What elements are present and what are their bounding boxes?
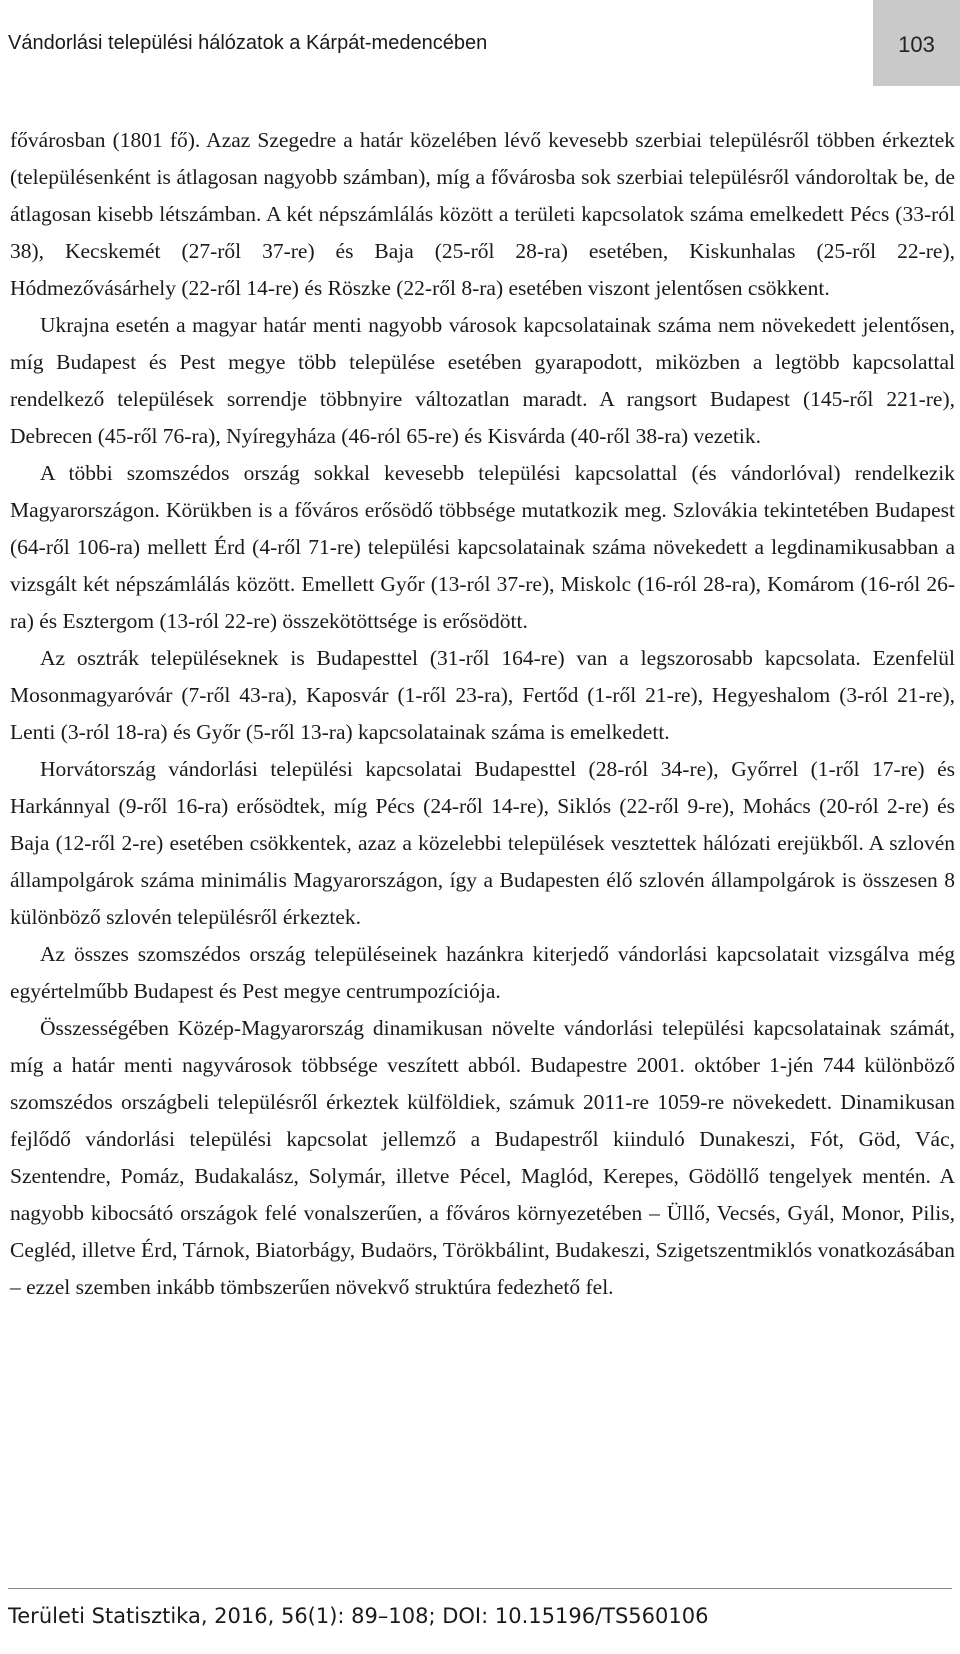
paragraph: Összességében Közép-Magyarország dinamikusan növelte vándorlási települési kapcsolatainak számát, míg a határ menti nagyvárosok többsége veszített abból. Budapestre 2001. október 1-jén 744 különböző szomszédos országbeli településről érkeztek külföldiek, számuk 2011-re 1059-re növekedett. Dinamikusan fejlődő vándorlási települési kapcsolat jellemző a Budapestről kiinduló Dunakeszi, Fót, Göd, Vác, Szentendre, Pomáz, Budakalász, Solymár, illetve Pécel, Maglód, Kerepes, Gödöllő tengelyek mentén. A nagyobb kibocsátó országok felé vonalszerűen, a főváros környezetében – Üllő, Vecsés, Gyál, Monor, Pilis, Cegléd, illetve Érd, Tárnok, Biatorbágy, Budaörs, Törökbálint, Budakeszi, Szigetszentmiklós vonatkozásában – ezzel szemben inkább tömbszerűen növekvő struktúra fedezhető fel. <box>10 1016 955 1299</box>
paragraph: Ukrajna esetén a magyar határ menti nagyobb városok kapcsolatainak száma nem növekedett jelentősen, míg Budapest és Pest megye több települése esetében gyarapodott, miközben a legtöbb kapcsolattal rendelkező települések sorrendje többnyire változatlan maradt. A rangsort Budapest (145-ről 221-re), Debrecen (45-ről 76-ra), Nyíregyháza (46-ról 65-re) és Kisvárda (40-ről 38-ra) vezetik. <box>10 313 955 448</box>
paragraph: Az összes szomszédos ország településeinek hazánkra kiterjedő vándorlási kapcsolatait vizsgálva még egyértelműbb Budapest és Pest megye centrumpozíciója. <box>10 942 955 1003</box>
paragraph: A többi szomszédos ország sokkal kevesebb települési kapcsolattal (és vándorlóval) rendelkezik Magyarországon. Körükben is a főváros erősödő többsége mutatkozik meg. Szlovákia tekintetében Budapest (64-ről 106-ra) mellett Érd (4-ről 71-re) települési kapcsolatainak száma növekedett a legdinamikusabban a vizsgált két népszámlálás között. Emellett Győr (13-ról 37-re), Miskolc (16-ról 28-ra), Komárom (16-ról 26-ra) és Esztergom (13-ról 22-re) összekötöttsége is erősödött. <box>10 461 955 633</box>
paragraph: fővárosban (1801 fő). Azaz Szegedre a határ közelében lévő kevesebb szerbiai településről többen érkeztek (településenként is átlagosan nagyobb számban), míg a fővárosba sok szerbiai településről vándoroltak be, de átlagosan kisebb létszámban. A két népszámlálás között a területi kapcsolatok száma emelkedett Pécs (33-ról 38), Kecskemét (27-ről 37-re) és Baja (25-ről 28-ra) esetében, Kiskunhalas (25-ről 22-re), Hódmezővásárhely (22-ről 14-re) és Röszke (22-ről 8-ra) esetében viszont jelentősen csökkent. <box>10 128 955 300</box>
paragraph: Az osztrák településeknek is Budapesttel (31-ről 164-re) van a legszorosabb kapcsolata. Ezenfelül Mosonmagyaróvár (7-ről 43-ra), Kaposvár (1-ről 23-ra), Fertőd (1-ről 21-re), Hegyeshalom (3-ról 21-re), Lenti (3-ról 18-ra) és Győr (5-ről 13-ra) kapcsolatainak száma is emelkedett. <box>10 646 955 744</box>
footer-divider <box>8 1588 952 1589</box>
page-number-box <box>873 0 960 86</box>
page-number: 103 <box>898 32 935 57</box>
journal-citation: Területi Statisztika, 2016, 56(1): 89–108; DOI: 10.15196/TS560106 <box>8 1604 709 1628</box>
article-body <box>10 122 955 1306</box>
paragraph: Horvátország vándorlási települési kapcsolatai Budapesttel (28-ról 34-re), Győrrel (1-ről 17-re) és Harkánnyal (9-ről 16-ra) erősödtek, míg Pécs (24-ről 14-re), Siklós (22-ről 9-re), Mohács (20-ról 2-re) és Baja (12-ről 2-re) esetében csökkentek, azaz a közelebbi települések vesztettek hálózati erejükből. A szlovén állampolgárok száma minimális Magyarországon, így a Budapesten élő szlovén állampolgárok is összesen 8 különböző szlovén településről érkeztek. <box>10 757 955 929</box>
page-header <box>0 0 960 86</box>
running-title: Vándorlási települési hálózatok a Kárpát-medencében <box>8 32 488 54</box>
